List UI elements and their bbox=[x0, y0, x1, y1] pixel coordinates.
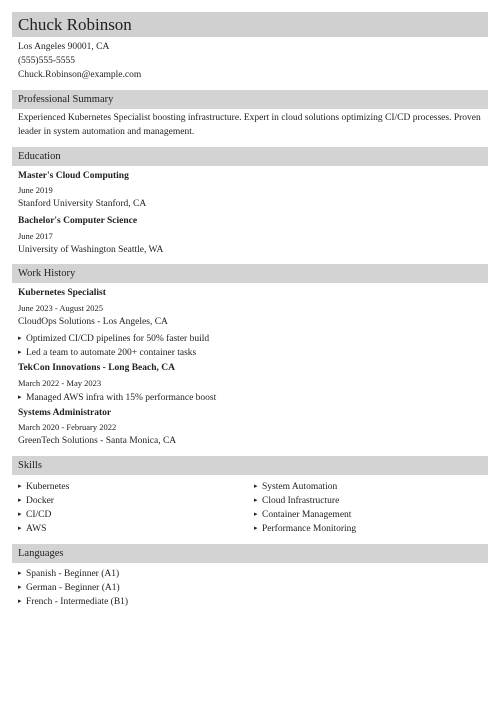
bullet-icon: ▸ bbox=[18, 482, 22, 490]
skill-item: ▸ Docker bbox=[18, 496, 54, 506]
job-dates: June 2023 - August 2025 bbox=[18, 303, 103, 313]
job-title: Kubernetes Specialist bbox=[18, 288, 106, 298]
section-header-summary: Professional Summary bbox=[12, 90, 488, 109]
job-bullet: ▸ Led a team to automate 200+ container tasks bbox=[18, 348, 197, 358]
skill-item: ▸ AWS bbox=[18, 524, 47, 534]
bullet-icon: ▸ bbox=[18, 524, 22, 532]
bullet-icon: ▸ bbox=[18, 334, 22, 342]
education-degree: Master's Cloud Computing bbox=[18, 171, 129, 181]
bullet-icon: ▸ bbox=[18, 597, 22, 605]
education-school: Stanford University Stanford, CA bbox=[18, 199, 147, 209]
skill-item: ▸ CI/CD bbox=[18, 510, 52, 520]
bullet-icon: ▸ bbox=[254, 510, 258, 518]
skill-item: ▸ Kubernetes bbox=[18, 482, 70, 492]
candidate-name: Chuck Robinson bbox=[18, 15, 132, 34]
job-company: CloudOps Solutions - Los Angeles, CA bbox=[18, 317, 168, 327]
education-date: June 2019 bbox=[18, 185, 53, 195]
education-school: University of Washington Seattle, WA bbox=[18, 245, 164, 255]
bullet-icon: ▸ bbox=[254, 482, 258, 490]
bullet-icon: ▸ bbox=[18, 569, 22, 577]
job-company: GreenTech Solutions - Santa Monica, CA bbox=[18, 436, 177, 446]
job-title: Systems Administrator bbox=[18, 408, 112, 418]
section-header-languages: Languages bbox=[12, 544, 488, 563]
section-header-work: Work History bbox=[12, 264, 488, 283]
section-header-skills: Skills bbox=[12, 456, 488, 475]
contact-email: Chuck.Robinson@example.com bbox=[18, 70, 142, 80]
skill-item: ▸ Performance Monitoring bbox=[254, 524, 357, 534]
skill-item: ▸ System Automation bbox=[254, 482, 338, 492]
contact-phone: (555)555-5555 bbox=[18, 56, 75, 66]
bullet-icon: ▸ bbox=[18, 393, 22, 401]
bullet-icon: ▸ bbox=[254, 524, 258, 532]
education-date: June 2017 bbox=[18, 231, 53, 241]
language-item: ▸ Spanish - Beginner (A1) bbox=[18, 569, 120, 579]
bullet-icon: ▸ bbox=[18, 510, 22, 518]
job-dates: March 2020 - February 2022 bbox=[18, 422, 117, 432]
skill-item: ▸ Container Management bbox=[254, 510, 352, 520]
name-header bbox=[12, 12, 488, 37]
bullet-icon: ▸ bbox=[18, 583, 22, 591]
job-bullet: ▸ Managed AWS infra with 15% performance boost bbox=[18, 393, 217, 403]
summary-text: Experienced Kubernetes Specialist boosting infrastructure. Expert in cloud solutions optimizing CI/CD processes. Proven leader in system automation and management. bbox=[18, 113, 481, 137]
skill-item: ▸ Cloud Infrastructure bbox=[254, 496, 340, 506]
job-title: TekCon Innovations - Long Beach, CA bbox=[18, 363, 175, 373]
job-bullet: ▸ Optimized CI/CD pipelines for 50% faster build bbox=[18, 334, 210, 344]
contact-address: Los Angeles 90001, CA bbox=[18, 42, 110, 52]
language-item: ▸ German - Beginner (A1) bbox=[18, 583, 120, 593]
language-item: ▸ French - Intermediate (B1) bbox=[18, 597, 129, 607]
job-dates: March 2022 - May 2023 bbox=[18, 378, 102, 388]
bullet-icon: ▸ bbox=[18, 496, 22, 504]
bullet-icon: ▸ bbox=[254, 496, 258, 504]
education-degree: Bachelor's Computer Science bbox=[18, 216, 138, 226]
section-header-education: Education bbox=[12, 147, 488, 166]
bullet-icon: ▸ bbox=[18, 348, 22, 356]
